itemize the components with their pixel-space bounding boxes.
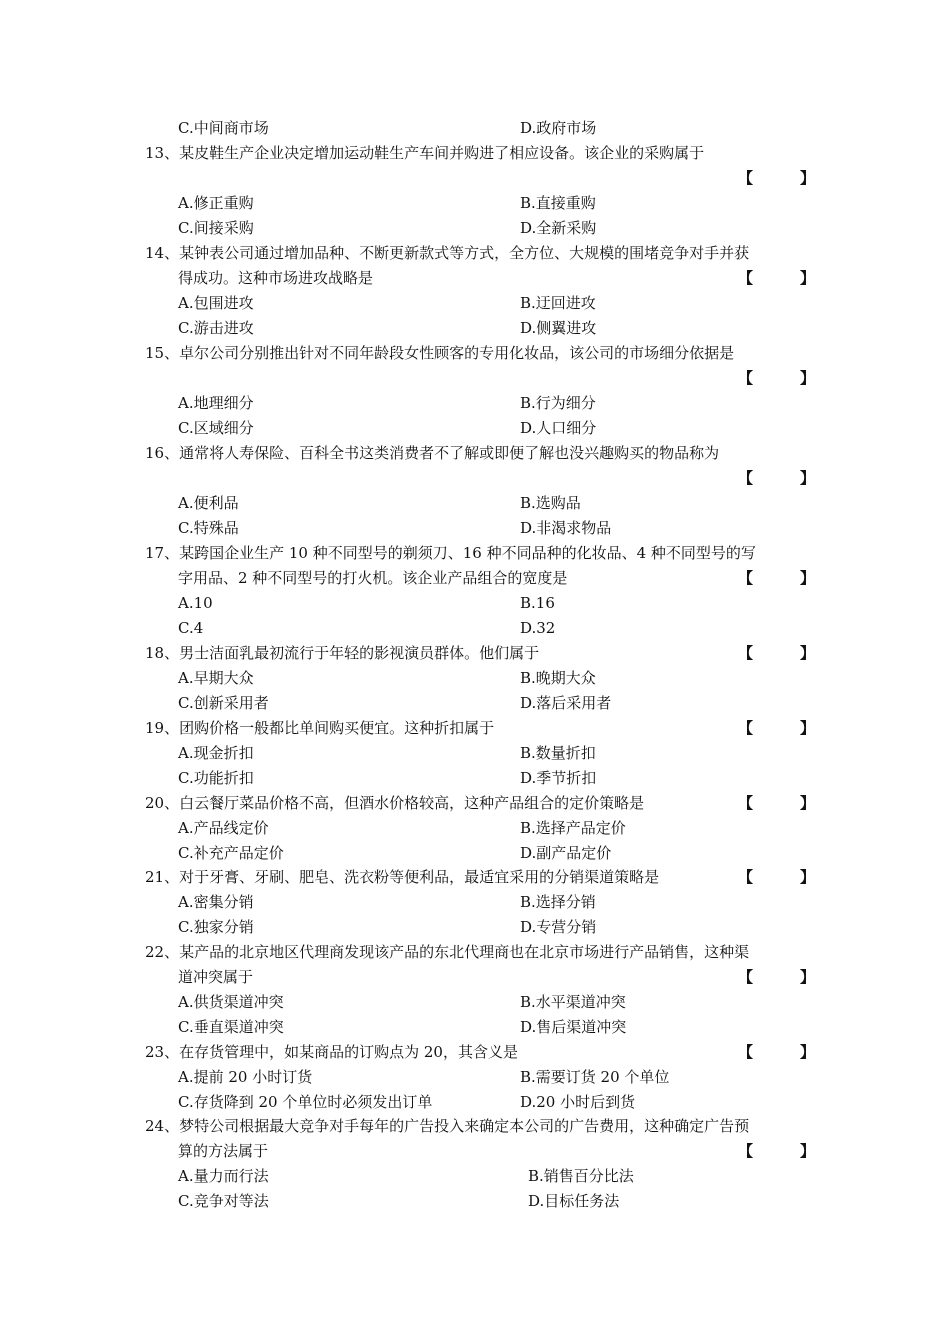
- answer-bracket-open: 【: [738, 269, 754, 287]
- option-a: A.量力而行法: [178, 1167, 269, 1185]
- option-d: D.售后渠道冲突: [520, 1018, 627, 1036]
- question-14: 14、某钟表公司通过增加品种、不断更新款式等方式，全方位、大规模的围堵竞争对手并获: [145, 244, 750, 262]
- option-d: D.20 小时后到货: [520, 1093, 636, 1111]
- option-d: D.全新采购: [520, 219, 597, 237]
- question-20: 20、白云餐厅菜品价格不高，但酒水价格较高，这种产品组合的定价策略是: [145, 794, 645, 812]
- option-a: A.现金折扣: [178, 744, 254, 762]
- answer-bracket-close: 】: [800, 794, 816, 812]
- option-c: C.中间商市场: [178, 119, 269, 137]
- answer-bracket-close: 】: [800, 1142, 816, 1160]
- option-c: C.功能折扣: [178, 769, 254, 787]
- option-b: B.选购品: [520, 494, 581, 512]
- answer-bracket-close: 】: [800, 644, 816, 662]
- option-a: A.修正重购: [178, 194, 254, 212]
- option-a: A.地理细分: [178, 394, 254, 412]
- option-b: B.直接重购: [520, 194, 596, 212]
- answer-bracket-open: 【: [738, 968, 754, 986]
- option-b: B.迂回进攻: [520, 294, 596, 312]
- question-21: 21、对于牙膏、牙刷、肥皂、洗衣粉等便利品，最适宜采用的分销渠道策略是: [145, 868, 660, 886]
- option-b: B.行为细分: [520, 394, 596, 412]
- answer-bracket-close: 】: [800, 569, 816, 587]
- option-d: D.侧翼进攻: [520, 319, 597, 337]
- option-c: C.垂直渠道冲突: [178, 1018, 284, 1036]
- option-b: B.16: [520, 594, 555, 612]
- option-a: A.提前 20 小时订货: [178, 1068, 313, 1086]
- option-d: D.副产品定价: [520, 844, 612, 862]
- option-b: B.销售百分比法: [528, 1167, 634, 1185]
- option-b: B.选择分销: [520, 893, 596, 911]
- option-b: B.水平渠道冲突: [520, 993, 626, 1011]
- option-d: D.季节折扣: [520, 769, 597, 787]
- answer-bracket-close: 】: [800, 868, 816, 886]
- option-c: C.间接采购: [178, 219, 254, 237]
- question-16: 16、通常将人寿保险、百科全书这类消费者不了解或即便了解也没兴趣购买的物品称为: [145, 444, 720, 462]
- question-17-cont: 字用品、2 种不同型号的打火机。该企业产品组合的宽度是: [178, 569, 568, 587]
- option-a: A.便利品: [178, 494, 239, 512]
- option-c: C.区域细分: [178, 419, 254, 437]
- option-d: D.政府市场: [520, 119, 597, 137]
- option-a: A.产品线定价: [178, 819, 269, 837]
- question-24: 24、梦特公司根据最大竞争对手每年的广告投入来确定本公司的广告费用，这种确定广告预: [145, 1117, 750, 1135]
- option-d: D.人口细分: [520, 419, 597, 437]
- option-d: D.32: [520, 619, 556, 637]
- answer-bracket-close: 】: [800, 968, 816, 986]
- question-22: 22、某产品的北京地区代理商发现该产品的东北代理商也在北京市场进行产品销售，这种渠: [145, 943, 750, 961]
- option-c: C.竞争对等法: [178, 1192, 269, 1210]
- answer-bracket-close: 】: [800, 269, 816, 287]
- option-c: C.存货降到 20 个单位时必须发出订单: [178, 1093, 433, 1111]
- answer-bracket-open: 【: [738, 719, 754, 737]
- answer-bracket-close: 】: [800, 369, 816, 387]
- answer-bracket-open: 【: [738, 1043, 754, 1061]
- question-18: 18、男士洁面乳最初流行于年轻的影视演员群体。他们属于: [145, 644, 540, 662]
- answer-bracket-close: 】: [800, 1043, 816, 1061]
- option-a: A.早期大众: [178, 669, 254, 687]
- answer-bracket-open: 【: [738, 868, 754, 886]
- answer-bracket-open: 【: [738, 369, 754, 387]
- question-24-cont: 算的方法属于: [178, 1142, 269, 1160]
- answer-bracket-close: 】: [800, 469, 816, 487]
- question-15: 15、卓尔公司分别推出针对不同年龄段女性顾客的专用化妆品，该公司的市场细分依据是: [145, 344, 735, 362]
- question-14-cont: 得成功。这种市场进攻战略是: [178, 269, 374, 287]
- answer-bracket-open: 【: [738, 469, 754, 487]
- option-c: C.创新采用者: [178, 694, 269, 712]
- question-19: 19、团购价格一般都比单间购买便宜。这种折扣属于: [145, 719, 495, 737]
- answer-bracket-open: 【: [738, 569, 754, 587]
- option-b: B.选择产品定价: [520, 819, 626, 837]
- question-23: 23、在存货管理中，如某商品的订购点为 20，其含义是: [145, 1043, 518, 1061]
- option-c: C.游击进攻: [178, 319, 254, 337]
- answer-bracket-open: 【: [738, 644, 754, 662]
- answer-bracket-open: 【: [738, 169, 754, 187]
- answer-bracket-close: 】: [800, 169, 816, 187]
- option-c: C.独家分销: [178, 918, 254, 936]
- option-d: D.非渴求物品: [520, 519, 612, 537]
- option-c: C.4: [178, 619, 204, 637]
- option-d: D.目标任务法: [528, 1192, 620, 1210]
- option-c: C.特殊品: [178, 519, 239, 537]
- option-d: D.落后采用者: [520, 694, 612, 712]
- answer-bracket-open: 【: [738, 1142, 754, 1160]
- question-17: 17、某跨国企业生产 10 种不同型号的剃须刀、16 种不同品种的化妆品、4 种不同型号的写: [145, 544, 756, 562]
- answer-bracket-close: 】: [800, 719, 816, 737]
- option-a: A.密集分销: [178, 893, 254, 911]
- option-a: A.包围进攻: [178, 294, 254, 312]
- option-a: A.供货渠道冲突: [178, 993, 284, 1011]
- option-d: D.专营分销: [520, 918, 597, 936]
- option-b: B.晚期大众: [520, 669, 596, 687]
- question-22-cont: 道冲突属于: [178, 968, 254, 986]
- option-c: C.补充产品定价: [178, 844, 284, 862]
- answer-bracket-open: 【: [738, 794, 754, 812]
- question-13: 13、某皮鞋生产企业决定增加运动鞋生产车间并购进了相应设备。该企业的采购属于: [145, 144, 705, 162]
- option-b: B.数量折扣: [520, 744, 596, 762]
- option-b: B.需要订货 20 个单位: [520, 1068, 670, 1086]
- option-a: A.10: [178, 594, 213, 612]
